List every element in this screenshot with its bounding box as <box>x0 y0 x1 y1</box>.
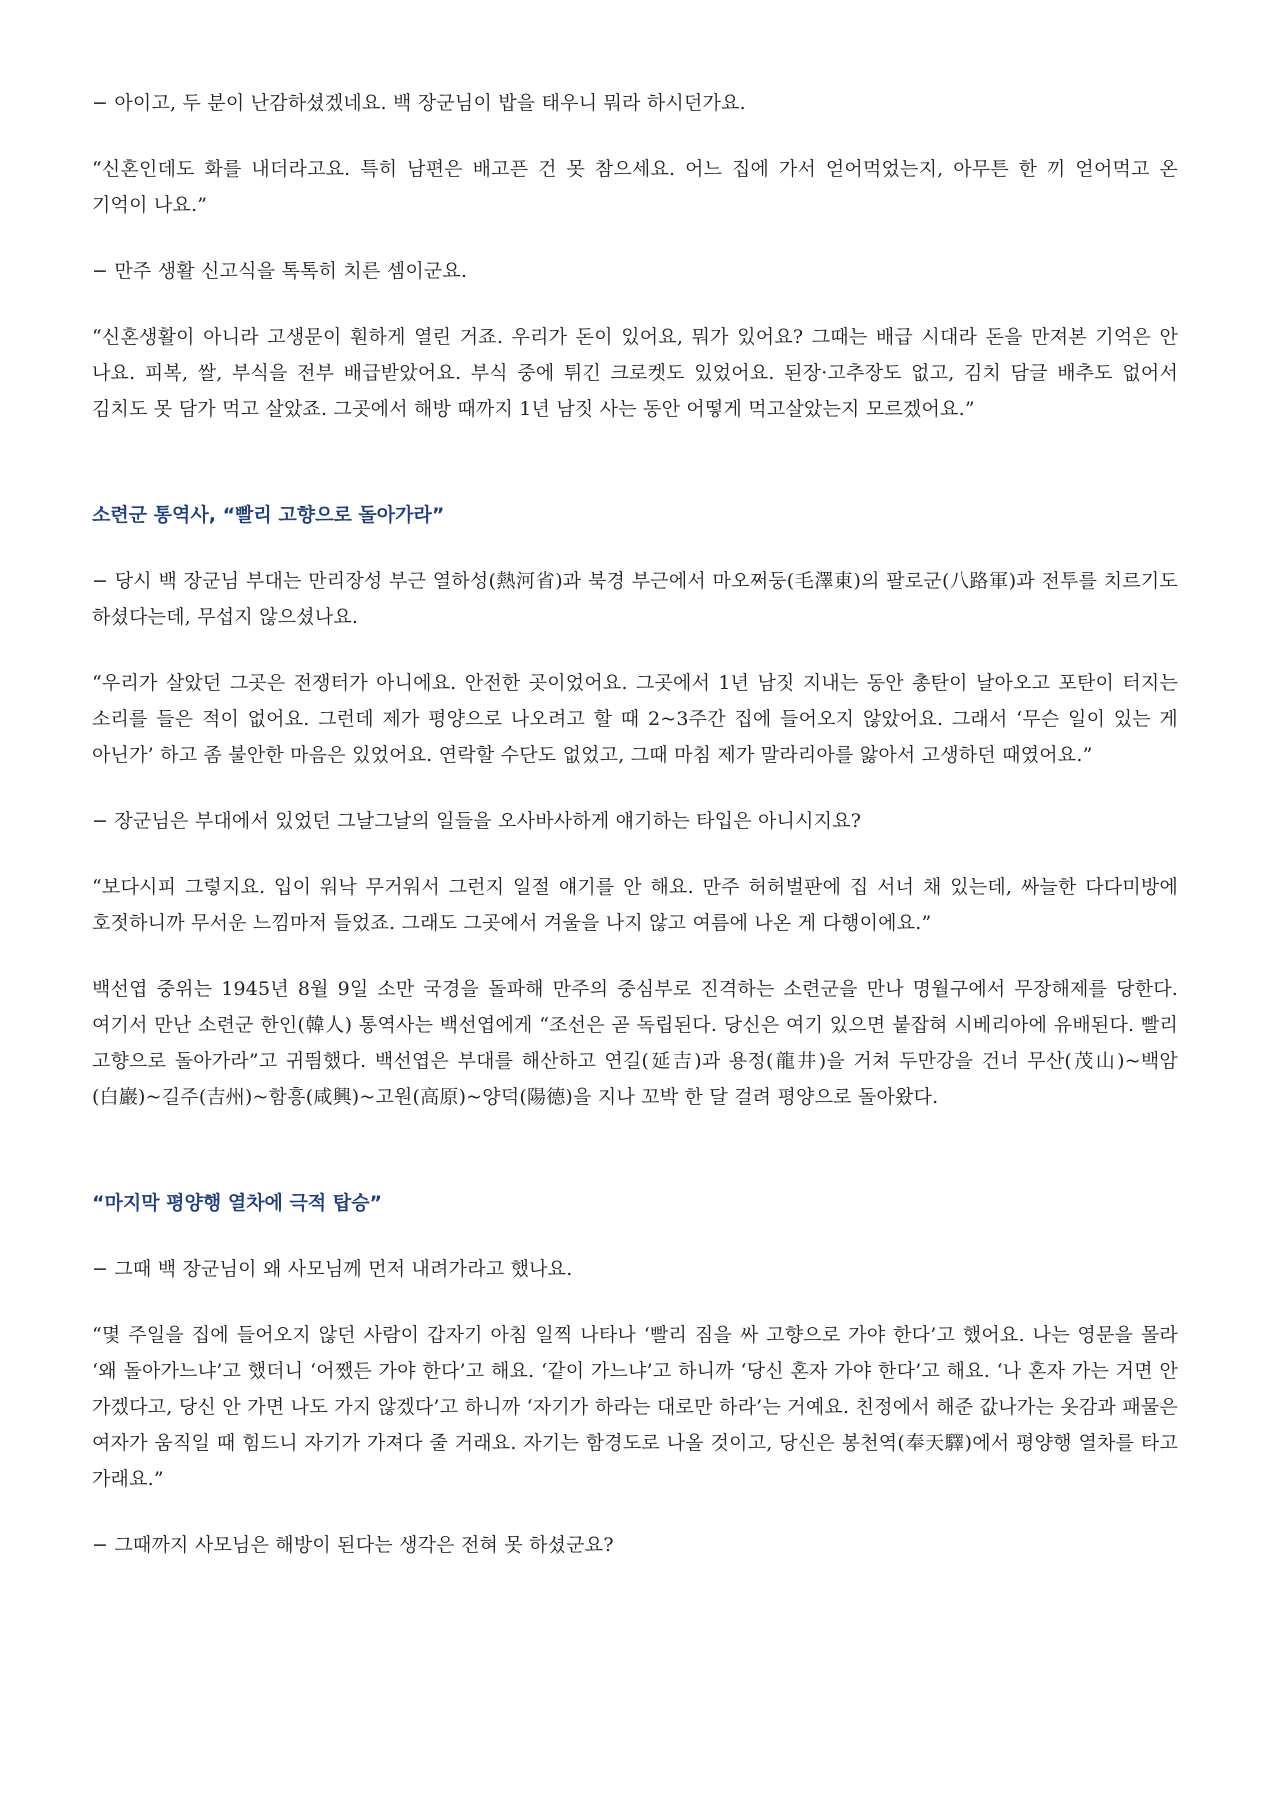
interview-question: − 그때 백 장군님이 왜 사모님께 먼저 내려가라고 했나요. <box>92 1258 573 1280</box>
section-heading: “마지막 평양행 열차에 극적 탑승” <box>92 1192 383 1214</box>
interview-question: − 당시 백 장군님 부대는 만리장성 부근 열하성(熱河省)과 북경 부근에서 마오쩌둥(毛澤東)의 팔로군(八路軍)과 전투를 치르기도 하셨다는데, 무섭지 않으셨나요. <box>92 570 1178 628</box>
section-heading: 소련군 통역사, “빨리 고향으로 돌아가라” <box>92 504 445 526</box>
interview-answer: “몇 주일을 집에 들어오지 않던 사람이 갑자기 아침 일찍 나타나 ‘빨리 짐을 싸 고향으로 가야 한다’고 했어요. 나는 영문을 몰라 ‘왜 돌아가느냐’고 했더니 ‘어쨌든 가야 한다’고 해요. ‘같이 가느냐’고 하니까 ‘당신 혼자 가야 한다’고 해요. ‘나 혼자 가는 거면 안 가겠다고, 당신 안 가면 나도 가지 않겠다’고 하니까 ‘자기가 하라는 대로만 하라’는 거예요. 친정에서 해준 값나가는 옷감과 패물은 여자가 움직일 때 힘드니 자기가 가져다 줄 거래요. 자기는 함경도로 나올 것이고, 당신은 봉천역(奉天驛)에서 평양행 열차를 타고 가래요.” <box>92 1324 1178 1490</box>
interview-answer: “신혼인데도 화를 내더라고요. 특히 남편은 배고픈 건 못 참으세요. 어느 집에 가서 얻어먹었는지, 아무튼 한 끼 얻어먹고 온 기억이 나요.” <box>92 158 1178 216</box>
interview-question: − 아이고, 두 분이 난감하셨겠네요. 백 장군님이 밥을 태우니 뭐라 하시던가요. <box>92 92 746 114</box>
interview-answer: “보다시피 그렇지요. 입이 워낙 무거워서 그런지 일절 얘기를 안 해요. 만주 허허벌판에 집 서너 채 있는데, 싸늘한 다다미방에 호젓하니까 무서운 느낌마저 들었죠. 그래도 그곳에서 겨울을 나지 않고 여름에 나온 게 다행이에요.” <box>92 876 1178 934</box>
interview-question: − 장군님은 부대에서 있었던 그날그날의 일들을 오사바사하게 얘기하는 타입은 아니시지요? <box>92 810 862 832</box>
interview-question: − 그때까지 사모님은 해방이 된다는 생각은 전혀 못 하셨군요? <box>92 1534 614 1556</box>
interview-question: − 만주 생활 신고식을 톡톡히 치른 셈이군요. <box>92 260 468 282</box>
interview-answer: “신혼생활이 아니라 고생문이 훤하게 열린 거죠. 우리가 돈이 있어요, 뭐가 있어요? 그때는 배급 시대라 돈을 만져본 기억은 안 나요. 피복, 쌀, 부식을 전부 배급받았어요. 부식 중에 튀긴 크로켓도 있었어요. 된장·고추장도 없고, 김치 담글 배추도 없어서 김치도 못 담가 먹고 살았죠. 그곳에서 해방 때까지 1년 남짓 사는 동안 어떻게 먹고살았는지 모르겠어요.” <box>92 326 1178 420</box>
narration-paragraph: 백선엽 중위는 1945년 8월 9일 소만 국경을 돌파해 만주의 중심부로 진격하는 소련군을 만나 명월구에서 무장해제를 당한다. 여기서 만난 소련군 한인(韓人) 통역사는 백선엽에게 “조선은 곧 독립된다. 당신은 여기 있으면 붙잡혀 시베리아에 유배된다. 빨리 고향으로 돌아가라”고 귀띔했다. 백선엽은 부대를 해산하고 연길(延吉)과 용정(龍井)을 거쳐 두만강을 건너 무산(茂山)~백암(白巖)~길주(吉州)~함흥(咸興)~고원(高原)~양덕(陽德)을 지나 꼬박 한 달 걸려 평양으로 돌아왔다. <box>92 978 1178 1108</box>
interview-answer: “우리가 살았던 그곳은 전쟁터가 아니에요. 안전한 곳이었어요. 그곳에서 1년 남짓 지내는 동안 총탄이 날아오고 포탄이 터지는 소리를 들은 적이 없어요. 그런데 제가 평양으로 나오려고 할 때 2~3주간 집에 들어오지 않았어요. 그래서 ‘무슨 일이 있는 게 아닌가’ 하고 좀 불안한 마음은 있었어요. 연락할 수단도 없었고, 그때 마침 제가 말라리아를 앓아서 고생하던 때였어요.” <box>92 672 1178 766</box>
